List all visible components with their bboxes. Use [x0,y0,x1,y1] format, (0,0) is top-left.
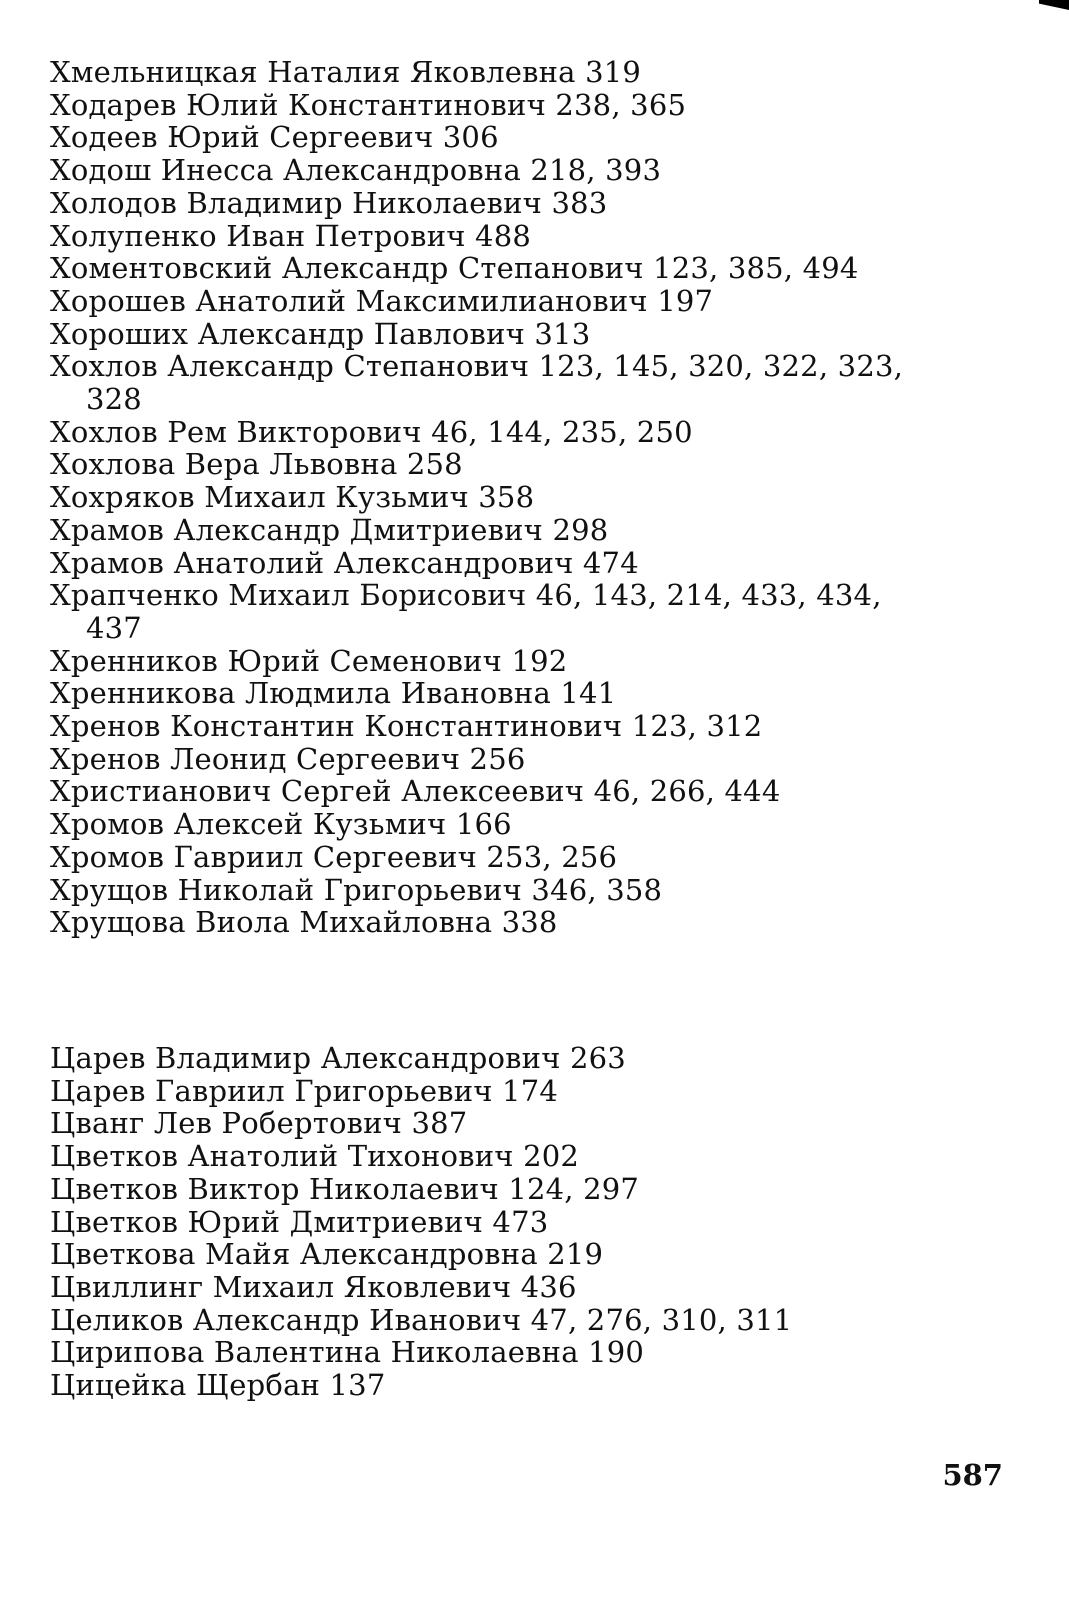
entry-name: Хренникова Людмила Ивановна [50,676,551,711]
entry-name: Хренов Константин Константинович [50,709,623,744]
entry-pages: 190 [588,1335,645,1370]
index-section-kha [50,56,1040,939]
entry-name: Хренов Леонид Сергеевич [50,741,461,776]
entry-pages: 166 [455,807,512,842]
index-entry [50,89,1040,122]
entry-name: Цветков Юрий Дмитриевич [50,1204,483,1239]
entry-pages: 313 [534,316,591,351]
entry-name: Хохлова Вера Львовна [50,447,398,482]
index-entry [50,579,1040,644]
entry-name: Ходарев Юлий Константинович [50,87,546,122]
entry-pages: 47, 276, 310, 311 [530,1302,793,1337]
entry-pages: 123, 145, 320, 322, 323, [538,349,904,384]
index-entry [50,220,1040,253]
entry-name: Холупенко Иван Петрович [50,218,466,253]
entry-pages: 256 [469,741,526,776]
entry-name: Ходош Инесса Александровна [50,153,521,188]
entry-pages: 202 [523,1139,580,1174]
entry-pages: 474 [582,545,639,580]
index-entry [50,350,1040,415]
entry-pages: 46, 143, 214, 433, 434, [535,578,882,613]
entry-pages: 253, 256 [486,839,618,874]
entry-name: Цветков Анатолий Тихонович [50,1139,514,1174]
index-entry [50,1042,1040,1075]
index-entry [50,318,1040,351]
entry-pages: 263 [570,1041,626,1075]
entry-name: Цветкова Майя Александровна [50,1237,538,1272]
entry-pages: 46, 144, 235, 250 [431,414,693,449]
index-entry [50,1107,1040,1140]
index-entry [50,285,1040,318]
index-entry [50,1206,1040,1239]
index-entry [50,547,1040,580]
entry-pages: 218, 393 [530,153,662,188]
entry-name: Хорошев Анатолий Максимилианович [50,283,648,318]
index-entry [50,416,1040,449]
entry-name: Хохлов Рем Викторович [50,414,422,449]
entry-name: Хромов Гавриил Сергеевич [50,839,477,874]
entry-pages: 46, 266, 444 [593,774,781,809]
entry-name: Хрущова Виола Михайловна [50,905,493,940]
entry-name: Царев Владимир Александрович [50,1041,561,1075]
index-entry [50,1304,1040,1337]
entry-name: Хохряков Михаил Кузьмич [50,480,469,515]
entry-name: Хрущов Николай Григорьевич [50,872,522,907]
entry-name: Цицейка Щербан [50,1368,321,1403]
entry-pages: 383 [551,185,608,220]
entry-name: Цирипова Валентина Николаевна [50,1335,579,1370]
index-entry [50,187,1040,220]
index-entry [50,841,1040,874]
entry-name: Цвиллинг Михаил Яковлевич [50,1269,512,1304]
index-entry [50,906,1040,939]
index-entry [50,252,1040,285]
entry-name: Хороших Александр Павлович [50,316,525,351]
entry-pages: 123, 312 [631,709,763,744]
entry-name: Целиков Александр Иванович [50,1302,522,1337]
entry-pages: 238, 365 [555,87,687,122]
entry-name: Царев Гавриил Григорьевич [50,1073,493,1108]
index-entry [50,677,1040,710]
index-entry [50,743,1040,776]
index-entry [50,1075,1040,1108]
entry-name: Цванг Лев Робертович [50,1106,403,1141]
entry-pages: 197 [657,283,714,318]
index-entry [50,121,1040,154]
index-entry [50,1173,1040,1206]
entry-name: Храмов Анатолий Александрович [50,545,574,580]
index-entry [50,514,1040,547]
entry-name: Хренников Юрий Семенович [50,643,503,678]
entry-pages: 124, 297 [508,1171,640,1206]
index-entry [50,1271,1040,1304]
index-section-tse [50,1042,1040,1402]
entry-pages-continuation: 437 [86,610,142,645]
entry-pages: 338 [501,905,558,940]
entry-name: Храпченко Михаил Борисович [50,578,527,613]
index-entry [50,448,1040,481]
entry-name: Хохлов Александр Степанович [50,349,530,384]
entry-name: Христианович Сергей Алексеевич [50,774,585,809]
entry-name: Хмельницкая Наталия Яковлевна [50,55,576,89]
index-entry [50,481,1040,514]
entry-name: Храмов Александр Дмитриевич [50,512,544,547]
entry-pages: 174 [502,1073,558,1108]
entry-pages: 192 [511,643,568,678]
entry-pages: 137 [329,1368,386,1403]
index-entry [50,775,1040,808]
entry-pages: 258 [406,447,463,482]
index-entry [50,874,1040,907]
entry-pages: 219 [547,1237,604,1272]
entry-name: Холодов Владимир Николаевич [50,185,543,220]
index-entry [50,710,1040,743]
entry-pages-continuation: 328 [86,382,142,417]
entry-name: Хоментовский Александр Степанович [50,251,644,286]
entry-name: Хромов Алексей Кузьмич [50,807,447,842]
entry-pages: 123, 385, 494 [653,251,859,286]
entry-pages: 298 [552,512,609,547]
entry-pages: 306 [442,120,499,155]
entry-pages: 436 [520,1269,577,1304]
index-entry [50,1140,1040,1173]
entry-pages: 358 [478,480,535,515]
entry-name: Цветков Виктор Николаевич [50,1171,499,1206]
index-entry [50,1369,1040,1402]
entry-pages: 346, 358 [531,872,663,907]
index-entry [50,56,1040,89]
scan-edge-mark [1039,0,1069,10]
entry-pages: 387 [411,1106,468,1141]
index-entry [50,154,1040,187]
entry-name: Ходеев Юрий Сергеевич [50,120,434,155]
index-entry [50,645,1040,678]
entry-pages: 141 [560,676,617,711]
page-number: 587 [942,1458,1003,1492]
index-entry [50,1238,1040,1271]
entry-pages: 488 [475,218,531,253]
entry-pages: 473 [492,1204,549,1239]
entry-pages: 319 [585,55,642,89]
index-entry [50,808,1040,841]
index-entry [50,1336,1040,1369]
